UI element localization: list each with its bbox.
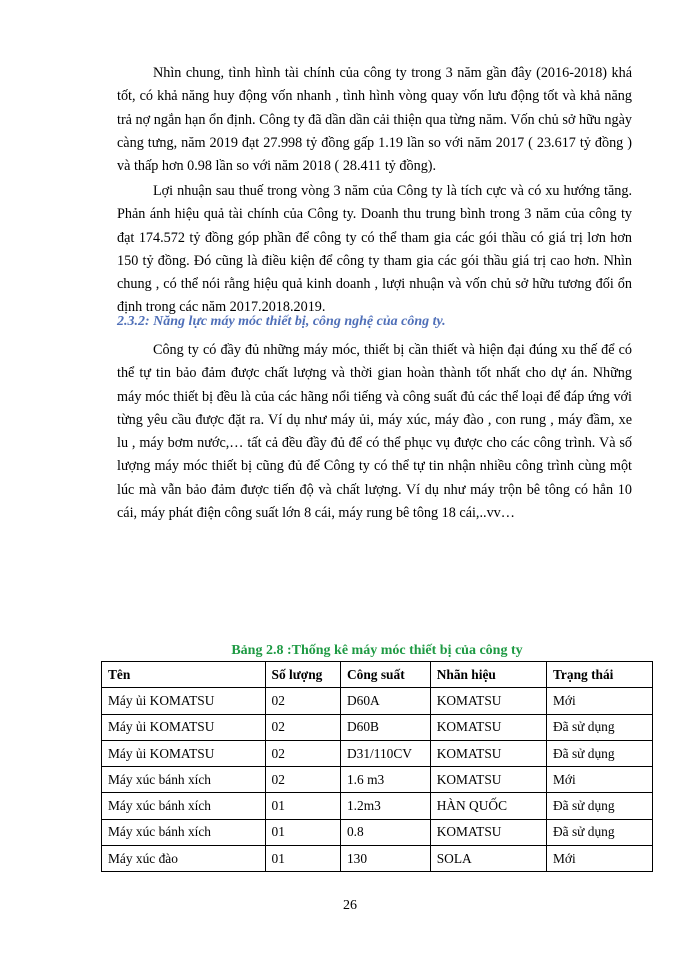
cell-capacity: D60A (340, 688, 430, 714)
table-header-row (102, 662, 653, 688)
cell-name: Máy xúc đào (102, 846, 266, 872)
paragraph-equipment: Công ty có đầy đủ những máy móc, thiết bị cần thiết và hiện đại đúng xu thế để có thể tự tin bảo đảm được chất lượng và thời gian hoàn thành tốt nhất cho dự án. Những máy móc thiết bị đều là của các hãng nổi tiếng và công suất đủ các thể loại để đáp ứng với từng yêu cầu được đặt ra. Ví dụ như máy ủi, máy xúc, máy đào , con rung , máy đầm, xe lu , máy bơm nước,… tất cả đều đầy đủ để có thể phục vụ được cho các công trình. Và số lượng máy móc thiết bị cũng đủ để Công ty có thể tự tin nhận nhiều công trình cùng một lúc mà vẫn bảo đảm được tiến độ và chất lượng. Ví dụ như máy trộn bê tông có hẳn 10 cái, máy phát điện công suất lớn 8 cái, máy rung bê tông 18 cái,..vv… (117, 342, 632, 522)
cell-name: Máy xúc bánh xích (102, 819, 266, 845)
table-row (102, 714, 653, 740)
cell-name: Máy ủi KOMATSU (102, 740, 266, 766)
header-name: Tên (102, 662, 266, 688)
table-row (102, 740, 653, 766)
cell-brand: KOMATSU (430, 740, 546, 766)
cell-brand: KOMATSU (430, 767, 546, 793)
cell-capacity: 1.6 m3 (340, 767, 430, 793)
cell-name: Máy xúc bánh xích (102, 793, 266, 819)
cell-capacity: 0.8 (340, 819, 430, 845)
cell-quantity: 01 (265, 793, 340, 819)
cell-name: Máy ủi KOMATSU (102, 714, 266, 740)
paragraph-profit: Lợi nhuận sau thuế trong vòng 3 năm của Công ty là tích cực và có xu hướng tăng. Phản ánh hiệu quả tài chính của Công ty. Doanh thu trung bình trong 3 năm của công ty đạt 174.572 tỷ đồng góp phần để công ty có thể tham gia các gói thầu có giá trị lơn hơn 150 tỷ đồng. Đó cũng là điều kiện để công ty tham gia các gói thầu giá trị cao hơn. Nhìn chung , có thể nói rằng hiệu quả kinh doanh , lượi nhuận và vốn chủ sở hữu tương đối ổn định trong các năm 2017.2018.2019. (117, 183, 632, 316)
page-number: 26 (343, 898, 357, 913)
cell-status: Đã sử dụng (547, 740, 653, 766)
cell-capacity: D60B (340, 714, 430, 740)
equipment-table (101, 661, 653, 872)
cell-quantity: 02 (265, 714, 340, 740)
cell-status: Mới (547, 846, 653, 872)
cell-capacity: D31/110CV (340, 740, 430, 766)
cell-quantity: 02 (265, 767, 340, 793)
table-row (102, 688, 653, 714)
table-row (102, 846, 653, 872)
cell-capacity: 1.2m3 (340, 793, 430, 819)
table-row (102, 767, 653, 793)
paragraph-financial-summary: Nhìn chung, tình hình tài chính của công ty trong 3 năm gần đây (2016-2018) khá tốt, có khả năng huy động vốn nhanh , tình hình vòng quay vốn lưu động tốt và khả năng trả nợ ngắn hạn ổn định. Công ty đã dần dần cải thiện qua từng năm. Vốn chủ sở hữu ngày càng tưng, năm 2019 đạt 27.998 tỷ đồng gấp 1.19 lần so với năm 2017 ( 23.617 tỷ đồng ) và thấp hơn 0.98 lần so với năm 2018 ( 28.411 tỷ đồng). (117, 65, 632, 175)
header-quantity: Số lượng (265, 662, 340, 688)
cell-brand: SOLA (430, 846, 546, 872)
table-row (102, 819, 653, 845)
cell-quantity: 01 (265, 846, 340, 872)
cell-status: Đã sử dụng (547, 714, 653, 740)
cell-status: Mới (547, 767, 653, 793)
cell-quantity: 02 (265, 688, 340, 714)
cell-brand: KOMATSU (430, 688, 546, 714)
cell-status: Đã sử dụng (547, 793, 653, 819)
cell-status: Đã sử dụng (547, 819, 653, 845)
cell-brand: HÀN QUỐC (430, 793, 546, 819)
cell-brand: KOMATSU (430, 819, 546, 845)
cell-capacity: 130 (340, 846, 430, 872)
table-caption: Bảng 2.8 :Thống kê máy móc thiết bị của công ty (231, 643, 523, 658)
header-brand: Nhãn hiệu (430, 662, 546, 688)
cell-brand: KOMATSU (430, 714, 546, 740)
header-status: Trạng thái (547, 662, 653, 688)
cell-name: Máy ủi KOMATSU (102, 688, 266, 714)
cell-name: Máy xúc bánh xích (102, 767, 266, 793)
cell-quantity: 02 (265, 740, 340, 766)
section-heading: 2.3.2: Năng lực máy móc thiết bị, công nghệ của công ty. (117, 314, 446, 329)
header-capacity: Công suất (340, 662, 430, 688)
cell-quantity: 01 (265, 819, 340, 845)
table-row (102, 793, 653, 819)
cell-status: Mới (547, 688, 653, 714)
